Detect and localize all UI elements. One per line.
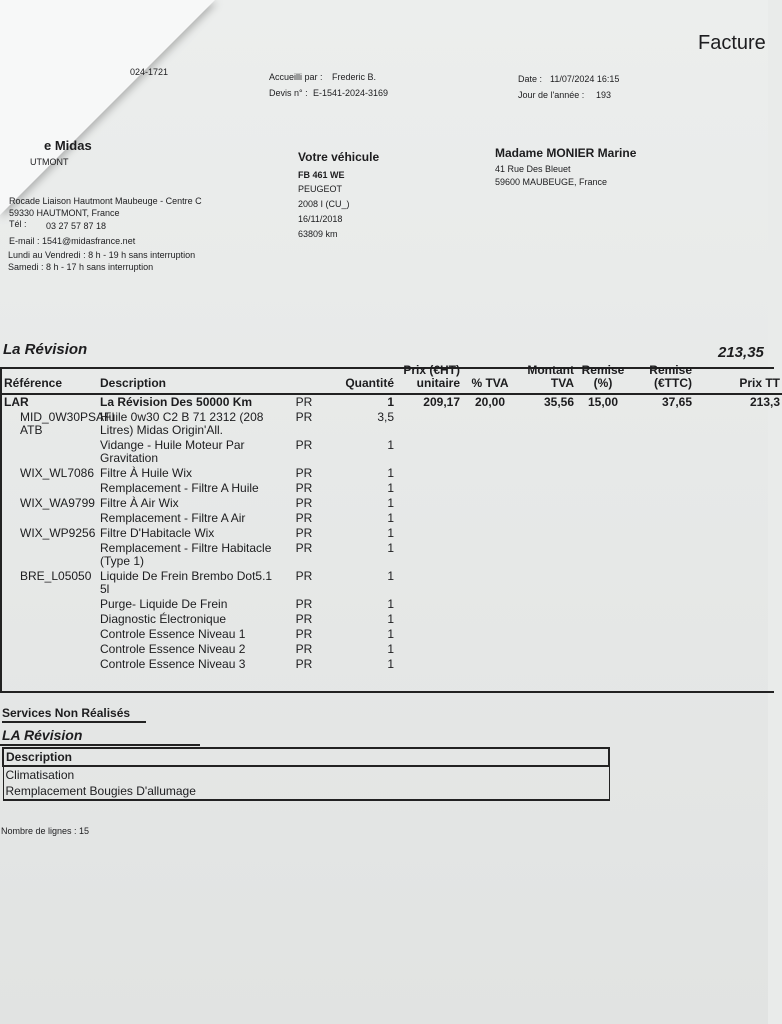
row-pr: PR (295, 395, 313, 409)
row-prix-unitaire (396, 642, 462, 657)
row-prix-unitaire (396, 466, 462, 481)
table-row (2, 642, 782, 657)
row-pr: PR (295, 597, 313, 611)
vehicle-brand: PEUGEOT (298, 184, 343, 194)
row-prix-unitaire (396, 657, 462, 672)
garage-tel-label: Tél : (9, 219, 27, 229)
accueilli-value: Frederic B. (332, 72, 377, 82)
row-description: Controle Essence Niveau 3 (100, 657, 246, 671)
services-subtitle: LA Révision (2, 727, 83, 743)
row-remise-pct (576, 466, 630, 481)
row-quantite: 3,5 (377, 410, 394, 424)
table-row (2, 438, 782, 466)
row-tva (462, 466, 518, 481)
row-remise-pct (576, 496, 630, 511)
row-description: Liquide De Frein Brembo Dot5.1 5l (100, 569, 273, 596)
row-remise-ttc (630, 541, 694, 569)
row-pr: PR (295, 657, 313, 671)
row-montant-tva: 35,56 (543, 395, 574, 409)
table-row (2, 394, 782, 410)
row-prix-ttc (694, 642, 782, 657)
row-quantite: 1 (387, 657, 394, 671)
table-row (2, 526, 782, 541)
row-remise-ttc (630, 642, 694, 657)
row-pr: PR (295, 496, 313, 510)
row-pr: PR (295, 569, 313, 583)
row-remise-ttc (630, 496, 694, 511)
row-tva (462, 496, 518, 511)
section-title: La Révision (3, 341, 88, 358)
row-description: Filtre À Air Wix (100, 496, 179, 510)
row-remise-pct (576, 569, 630, 597)
row-description: Purge- Liquide De Frein (100, 597, 228, 611)
row-montant-tva (518, 466, 576, 481)
row-prix-unitaire (396, 541, 462, 569)
row-prix-ttc (694, 496, 782, 511)
customer-address: 41 Rue Des Bleuet (495, 164, 571, 174)
devis-label: Devis n° : (269, 88, 308, 98)
row-reference: MID_0W30PSAFI ATB (20, 410, 115, 437)
row-montant-tva (518, 526, 576, 541)
table-row (2, 569, 782, 597)
row-remise-pct (576, 410, 630, 438)
col-description: Description (98, 362, 276, 394)
vehicle-model: 2008 I (CU_) (298, 199, 350, 209)
row-montant-tva (518, 657, 576, 672)
row-prix-unitaire: 209,17 (423, 395, 460, 409)
row-reference (2, 657, 98, 672)
row-tva (462, 511, 518, 526)
row-description: Controle Essence Niveau 1 (100, 627, 246, 641)
row-remise-ttc: 37,65 (661, 395, 692, 409)
row-prix-ttc (694, 597, 782, 612)
row-remise-pct (576, 612, 630, 627)
row-pr: PR (295, 511, 313, 525)
col-prix-unitaire: Prix (€HT) unitaire (396, 362, 462, 394)
table-header-row (2, 362, 782, 394)
services-table-body (3, 766, 609, 800)
table-row (2, 597, 782, 612)
row-prix-unitaire (396, 481, 462, 496)
invoice-reference: 024-1721 (130, 67, 169, 77)
table-row (2, 466, 782, 481)
row-remise-ttc (630, 597, 694, 612)
row-montant-tva (518, 612, 576, 627)
row-prix-unitaire (396, 597, 462, 612)
col-reference: Référence (2, 362, 98, 394)
row-quantite: 1 (387, 466, 394, 480)
row-quantite: 1 (387, 481, 394, 495)
row-remise-pct (576, 481, 630, 496)
row-tva (462, 569, 518, 597)
row-description: Remplacement - Filtre A Air (100, 511, 246, 525)
row-tva (462, 612, 518, 627)
row-montant-tva (518, 481, 576, 496)
row-pr: PR (295, 438, 313, 452)
row-remise-ttc (630, 466, 694, 481)
items-table (2, 362, 782, 672)
row-remise-pct (576, 597, 630, 612)
row-prix-ttc (694, 627, 782, 642)
folded-corner (0, 0, 215, 215)
col-remise-pct: Remise (%) (576, 362, 630, 394)
row-reference (2, 612, 98, 627)
row-remise-ttc (630, 526, 694, 541)
row-reference (2, 597, 98, 612)
row-remise-ttc (630, 410, 694, 438)
row-quantite: 1 (387, 597, 394, 611)
row-prix-ttc (694, 569, 782, 597)
vehicle-km: 63809 km (298, 229, 338, 239)
row-tva (462, 526, 518, 541)
vehicle-plate: FB 461 WE (298, 170, 345, 180)
table-row (2, 481, 782, 496)
col-montant-tva: Montant TVA (518, 362, 576, 394)
row-prix-unitaire (396, 612, 462, 627)
garage-address: Rocade Liaison Hautmont Maubeuge - Centre C (9, 196, 202, 206)
row-reference (2, 438, 98, 466)
row-remise-pct (576, 438, 630, 466)
row-remise-ttc (630, 511, 694, 526)
table-row (2, 496, 782, 511)
services-header: Description (3, 748, 609, 766)
document-title: Facture (698, 32, 766, 54)
row-prix-unitaire (396, 410, 462, 438)
row-pr: PR (295, 627, 313, 641)
row-montant-tva (518, 410, 576, 438)
row-remise-ttc (630, 657, 694, 672)
accueilli-label: Accueilli par : (269, 72, 323, 82)
row-tva (462, 597, 518, 612)
row-reference: WIX_WP9256 (20, 526, 96, 540)
row-reference: LAR (4, 395, 29, 409)
row-pr: PR (295, 612, 313, 626)
date-value: 11/07/2024 16:15 (550, 74, 620, 84)
row-montant-tva (518, 642, 576, 657)
garage-postal-city: 59330 HAUTMONT, France (9, 208, 120, 218)
row-remise-pct (576, 642, 630, 657)
row-description: Controle Essence Niveau 2 (100, 642, 246, 656)
row-quantite: 1 (387, 642, 394, 656)
row-remise-pct (576, 511, 630, 526)
row-prix-ttc (694, 612, 782, 627)
services-subtitle-underline (0, 744, 200, 746)
row-remise-pct: 15,00 (587, 395, 619, 409)
row-description: Remplacement - Filtre Habitacle (Type 1) (100, 541, 272, 568)
row-remise-ttc (630, 612, 694, 627)
row-prix-ttc (694, 526, 782, 541)
row-description: Filtre À Huile Wix (100, 466, 193, 480)
garage-city-header: UTMONT (30, 157, 69, 167)
garage-tel-value: 03 27 57 87 18 (46, 221, 107, 231)
list-item (3, 766, 609, 783)
row-reference (2, 511, 98, 526)
customer-postal-city: 59600 MAUBEUGE, France (495, 177, 608, 187)
customer-name: Madame MONIER Marine (495, 146, 637, 160)
row-montant-tva (518, 541, 576, 569)
row-tva (462, 481, 518, 496)
row-reference (2, 627, 98, 642)
date-label: Date : (518, 74, 543, 84)
row-quantite: 1 (387, 569, 394, 583)
row-remise-pct (576, 657, 630, 672)
table-row (2, 541, 782, 569)
table-row (2, 511, 782, 526)
row-quantite: 1 (387, 612, 394, 626)
row-pr: PR (295, 541, 313, 555)
row-prix-ttc: 213,3 (749, 395, 780, 409)
row-description: Remplacement - Filtre A Huile (100, 481, 259, 495)
col-tva: % TVA (462, 362, 518, 394)
row-prix-ttc (694, 410, 782, 438)
row-pr: PR (295, 410, 313, 424)
row-prix-unitaire (396, 438, 462, 466)
row-prix-unitaire (396, 627, 462, 642)
vehicle-title: Votre véhicule (298, 150, 380, 164)
row-tva: 20,00 (474, 395, 506, 409)
row-reference: WIX_WA9799 (20, 496, 95, 510)
row-montant-tva (518, 496, 576, 511)
row-montant-tva (518, 597, 576, 612)
row-prix-unitaire (396, 511, 462, 526)
row-prix-ttc (694, 511, 782, 526)
row-prix-ttc (694, 541, 782, 569)
row-montant-tva (518, 438, 576, 466)
row-quantite: 1 (387, 541, 394, 555)
row-quantite: 1 (387, 627, 394, 641)
row-description: Huile 0w30 C2 B 71 2312 (208 Litres) Midas Origin'All. (100, 410, 264, 437)
row-tva (462, 410, 518, 438)
row-tva (462, 541, 518, 569)
col-quantite: Quantité (332, 362, 396, 394)
row-remise-ttc (630, 569, 694, 597)
row-pr: PR (295, 642, 313, 656)
garage-name: e Midas (44, 138, 92, 153)
devis-value: E-1541-2024-3169 (313, 88, 389, 98)
row-quantite: 1 (387, 496, 394, 510)
col-prix-ttc: Prix TT (694, 362, 782, 394)
section-total: 213,35 (718, 344, 764, 361)
items-table-body (2, 394, 782, 672)
service-description: Climatisation (3, 766, 609, 783)
row-description: Vidange - Huile Moteur Par Gravitation (100, 438, 245, 465)
row-tva (462, 627, 518, 642)
jour-label: Jour de l'année : (518, 90, 585, 100)
row-reference (2, 481, 98, 496)
row-pr: PR (295, 481, 313, 495)
row-reference: BRE_L05050 (20, 569, 92, 583)
col-pr-spacer (276, 362, 332, 394)
row-quantite: 1 (387, 511, 394, 525)
line-count: Nombre de lignes : 15 (1, 826, 90, 836)
row-reference: WIX_WL7086 (20, 466, 95, 480)
row-remise-ttc (630, 438, 694, 466)
garage-hours-saturday: Samedi : 8 h - 17 h sans interruption (8, 262, 154, 272)
row-tva (462, 642, 518, 657)
services-table (2, 747, 610, 801)
row-prix-ttc (694, 466, 782, 481)
row-prix-ttc (694, 438, 782, 466)
row-reference (2, 541, 98, 569)
table-row (2, 657, 782, 672)
services-title: Services Non Réalisés (2, 706, 146, 723)
table-row (2, 410, 782, 438)
row-quantite: 1 (387, 526, 394, 540)
row-montant-tva (518, 569, 576, 597)
row-description: Filtre D'Habitacle Wix (100, 526, 215, 540)
row-prix-ttc (694, 657, 782, 672)
row-montant-tva (518, 511, 576, 526)
row-tva (462, 657, 518, 672)
row-quantite: 1 (387, 395, 394, 409)
row-prix-unitaire (396, 569, 462, 597)
row-remise-pct (576, 627, 630, 642)
row-remise-pct (576, 526, 630, 541)
row-description: Diagnostic Électronique (100, 612, 227, 626)
list-item (3, 783, 609, 800)
table-row (2, 627, 782, 642)
row-description: La Révision Des 50000 Km (100, 395, 253, 409)
row-montant-tva (518, 627, 576, 642)
table-row (2, 612, 782, 627)
jour-value: 193 (596, 90, 612, 100)
vehicle-date: 16/11/2018 (298, 214, 343, 224)
row-quantite: 1 (387, 438, 394, 452)
col-remise-ttc: Remise (€TTC) (630, 362, 694, 394)
row-tva (462, 438, 518, 466)
row-reference (2, 642, 98, 657)
row-prix-ttc (694, 481, 782, 496)
row-pr: PR (295, 526, 313, 540)
row-remise-pct (576, 541, 630, 569)
row-prix-unitaire (396, 496, 462, 511)
row-remise-ttc (630, 481, 694, 496)
garage-hours-weekday: Lundi au Vendredi : 8 h - 19 h sans interruption (8, 250, 196, 260)
row-remise-ttc (630, 627, 694, 642)
row-pr: PR (295, 466, 313, 480)
garage-email: E-mail : 1541@midasfrance.net (9, 236, 136, 246)
service-description: Remplacement Bougies D'allumage (3, 783, 609, 800)
row-prix-unitaire (396, 526, 462, 541)
